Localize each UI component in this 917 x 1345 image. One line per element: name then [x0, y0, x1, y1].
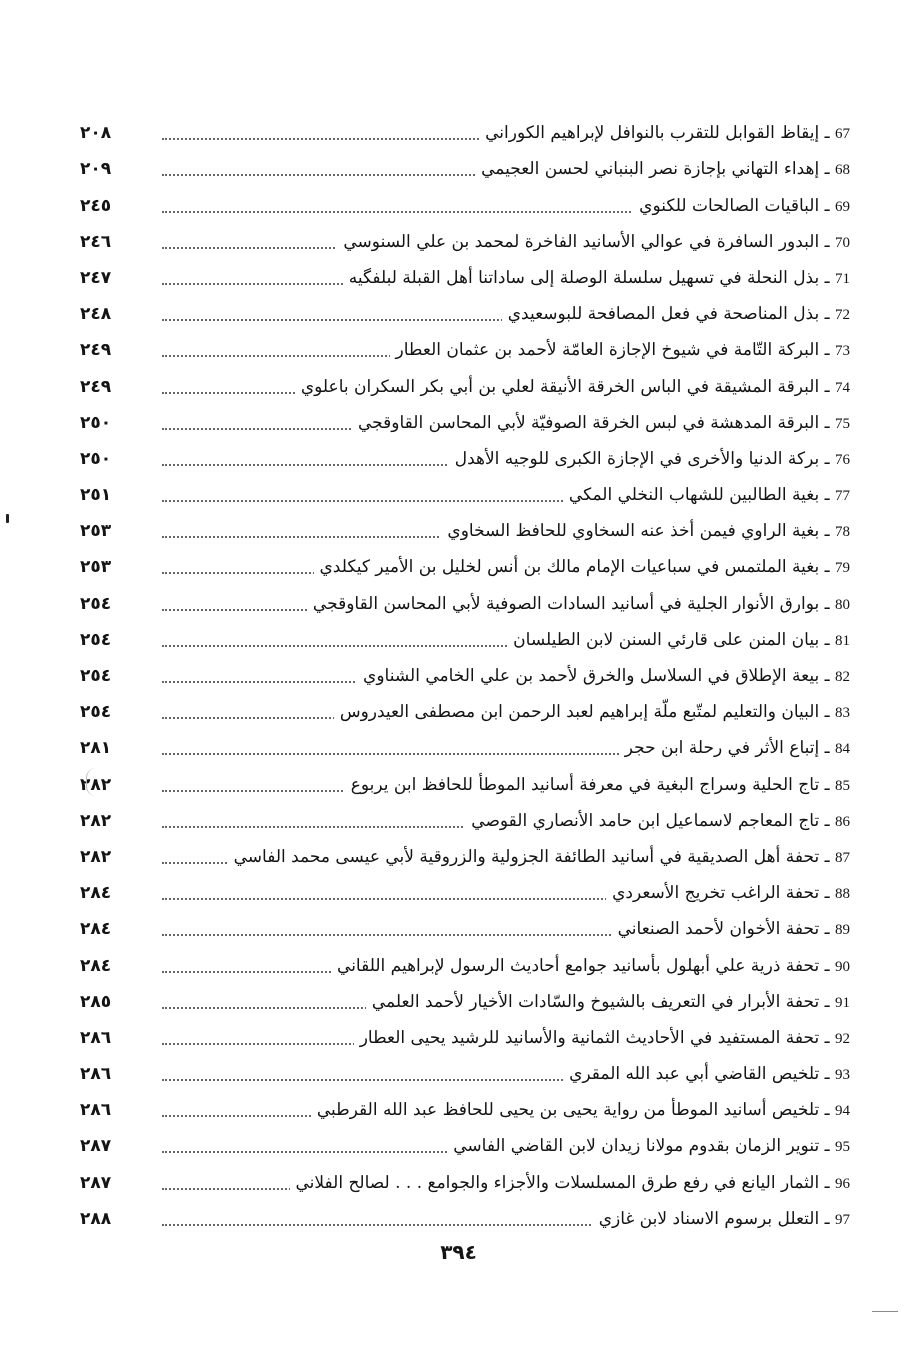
toc-entry-page-number: ٢٨٤ — [80, 955, 112, 976]
toc-entry — [80, 689, 850, 725]
toc-entry-title: ـ تحفة أهل الصديقية في أسانيد الطائفة الجزولية والزروقية لأبي عيسى محمد الفاسي — [233, 846, 830, 867]
toc-entry-page-number: ٢٥٣ — [80, 557, 112, 578]
toc-entry-page-number: ٢٥٤ — [80, 629, 112, 650]
toc-entry-title-group — [311, 1100, 850, 1120]
toc-entry-number: 67 — [835, 126, 850, 143]
toc-entry-number: 78 — [835, 524, 850, 541]
toc-entry — [80, 834, 850, 870]
toc-entry-page-number: ٢٨٦ — [80, 1064, 112, 1085]
toc-entry-page-number: ٢٨٢ — [80, 846, 112, 867]
toc-entry — [80, 870, 850, 906]
toc-entry-title: ـ تحفة ذرية علي أبهلول بأسانيد جوامع أحاديث الرسول لإبراهيم اللقاني — [337, 955, 830, 976]
toc-entry-page-number: ٢٨٢ — [80, 774, 112, 795]
toc-entry-title: ـ تحفة الراغب تخريج الأسعردي — [612, 883, 830, 904]
toc-entry — [80, 798, 850, 834]
toc-entry-page-number: ٢٤٩ — [80, 376, 112, 397]
toc-entry-title: ـ بغية الراوي فيمن أخذ عنه السخاوي للحافظ السخاوي — [447, 521, 830, 542]
toc-entry-title-group — [449, 449, 850, 469]
toc-entry — [80, 327, 850, 363]
toc-entry-title-group — [465, 811, 850, 831]
toc-entry-title: ـ بيان المنن على قارئي السنن لابن الطيلسان — [513, 629, 830, 650]
toc-entry — [80, 146, 850, 182]
toc-entry-title-group — [345, 775, 850, 795]
toc-entry-page-number: ٢٥٠ — [80, 448, 112, 469]
toc-entry-title: ـ بذل المناصحة في فعل المصافحة للبوسعيدي — [507, 304, 830, 325]
toc-entry — [80, 761, 850, 797]
toc-entry-page-number: ٢٨٤ — [80, 919, 112, 940]
toc-entry-title: ـ بغية الطالبين للشهاب النخلي المكي — [568, 485, 830, 506]
toc-entry-number: 90 — [835, 958, 850, 975]
toc-entry-title-group — [228, 847, 850, 867]
toc-entry — [80, 906, 850, 942]
toc-entry-title-group — [563, 1064, 850, 1084]
toc-entry-title-group — [357, 666, 850, 686]
toc-entry-title: ـ البرقة المشيقة في الباس الخرقة الأنيقة لعلي بن أبي بكر السكران باعلوي — [300, 376, 830, 397]
toc-entry-number: 73 — [835, 343, 850, 360]
toc-entry-title: ـ بوارق الأنوار الجلية في أسانيد السادات الصوفية لأبي المحاسن القاوقجي — [312, 593, 830, 614]
toc-entry-page-number: ٢٨٧ — [80, 1172, 112, 1193]
toc-entry-title-group — [475, 159, 850, 179]
toc-entry-title-group — [334, 702, 850, 722]
toc-entry-title-group — [354, 1028, 850, 1048]
toc-entry-title: ـ تحفة الأبرار في التعريف بالشيوخ والسّادات الأخيار لأحمد العلمي — [371, 991, 830, 1012]
toc-entry-number: 97 — [835, 1211, 850, 1228]
toc-entry-number: 81 — [835, 632, 850, 649]
toc-entry-title: ـ بيعة الإطلاق في السلاسل والخرق لأحمد بن علي الخامي الشناوي — [363, 666, 830, 686]
toc-entry-number: 79 — [835, 560, 850, 577]
toc-entry-page-number: ٢٨٤ — [80, 883, 112, 904]
toc-entry-title: ـ البدور السافرة في عوالي الأسانيد الفاخرة لمحمد بن علي السنوسي — [343, 231, 830, 252]
toc-entry-page-number: ٢٥٤ — [80, 702, 112, 723]
toc-entry-number: 77 — [835, 488, 850, 505]
toc-entry-number: 84 — [835, 741, 850, 758]
toc-entry-title: ـ تاج الحلية وسراج البغية في معرفة أسانيد الموطأ للحافظ ابن يربوع — [350, 774, 830, 795]
toc-entry — [80, 979, 850, 1015]
toc-entry-page-number: ٢٠٨ — [80, 123, 112, 144]
toc-entry-title-group — [507, 630, 850, 650]
toc-entry-title: ـ البيان والتعليم لمتّبع ملّة إبراهيم لعبد الرحمن ابن مصطفى العيدروس — [339, 702, 830, 723]
toc-entry-number: 70 — [835, 234, 850, 251]
toc-entry-title-group — [606, 883, 850, 903]
toc-entry — [80, 110, 850, 146]
toc-entry-number: 89 — [835, 922, 850, 939]
toc-entry-page-number: ٢٥٠ — [80, 412, 112, 433]
toc-entry-title: ـ بغية الملتمس في سباعيات الإمام مالك بن أنس لخليل بن الأمير كيكلدي — [319, 557, 830, 578]
toc-entry-title-group — [502, 304, 850, 324]
toc-entry-title-group — [331, 956, 850, 976]
toc-entry-number: 82 — [835, 669, 850, 685]
toc-entry-number: 80 — [835, 596, 850, 613]
toc-entry-number: 83 — [835, 705, 850, 722]
toc-entry — [80, 617, 850, 653]
toc-entry-title: ـ تلخيص القاضي أبي عبد الله المقري — [569, 1064, 830, 1085]
toc-entry — [80, 1087, 850, 1123]
toc-entry-title-group — [343, 268, 850, 288]
toc-entry-number: 86 — [835, 813, 850, 830]
toc-entry — [80, 1196, 850, 1232]
toc-entry-number: 93 — [835, 1067, 850, 1084]
toc-entry — [80, 1123, 850, 1159]
toc-entry — [80, 1159, 850, 1195]
toc-entry-title-group — [314, 557, 851, 577]
toc-entry — [80, 508, 850, 544]
toc-entry — [80, 544, 850, 580]
toc-entry — [80, 580, 850, 616]
toc-entry-title: ـ تلخيص أسانيد الموطأ من رواية يحيى بن يحيى للحافظ عبد الله القرطبي — [316, 1100, 830, 1121]
toc-entry-title: ـ بذل النحلة في تسهيل سلسلة الوصلة إلى ساداتنا أهل القبلة لبلفگيه — [348, 267, 830, 288]
corner-dash-mark — [872, 1311, 898, 1312]
toc-entry-page-number: ٢٨٨ — [80, 1208, 112, 1229]
toc-entry-title: ـ تنوير الزمان بقدوم مولانا زيدان لابن القاضي الفاسي — [453, 1136, 830, 1157]
toc-entry — [80, 653, 850, 689]
toc-entry-page-number: ٢٤٧ — [80, 267, 112, 288]
toc-entry-title: ـ تاج المعاجم لاسماعيل ابن حامد الأنصاري القوصي — [471, 810, 830, 831]
toc-entry — [80, 436, 850, 472]
toc-entry — [80, 255, 850, 291]
toc-entry — [80, 942, 850, 978]
toc-entry — [80, 400, 850, 436]
toc-entry-title-group — [307, 594, 850, 614]
toc-entry-title: ـ بركة الدنيا والأخرى في الإجازة الكبرى للوجيه الأهدل — [454, 448, 830, 469]
toc-entry-title-group — [447, 1136, 850, 1156]
toc-entry-page-number: ٢٤٩ — [80, 340, 112, 361]
toc-entry-page-number: ٢٨٥ — [80, 991, 112, 1012]
toc-entry-page-number: ٢٥٤ — [80, 666, 112, 686]
toc-entry-number: 74 — [835, 379, 850, 396]
toc-entry-title: ـ التعلل برسوم الاسناد لابن غازي — [598, 1208, 830, 1229]
toc-entry-page-number: ٢٨١ — [80, 738, 112, 759]
toc-entry-number: 87 — [835, 849, 850, 866]
toc-entry-title: ـ الباقيات الصالحات للكنوي — [639, 195, 830, 216]
toc-entry-title: ـ إتباع الأثر في رحلة ابن حجر — [624, 738, 830, 759]
toc-entry — [80, 1015, 850, 1051]
toc-entry-title-group — [337, 232, 850, 252]
toc-entry-page-number: ٢٠٩ — [80, 159, 112, 180]
toc-entry-title-group — [366, 992, 850, 1012]
toc-entry-number: 71 — [835, 270, 850, 287]
toc-entry-page-number: ٢٨٧ — [80, 1136, 112, 1157]
toc-entry-number: 85 — [835, 777, 850, 794]
toc-entry — [80, 472, 850, 508]
toc-entry-page-number: ٢٤٥ — [80, 195, 112, 216]
toc-entry-title: ـ تحفة الأخوان لأحمد الصنعاني — [617, 919, 830, 940]
toc-entry-title-group — [390, 340, 850, 360]
toc-entry — [80, 182, 850, 218]
table-of-contents — [80, 110, 850, 1232]
toc-entry — [80, 291, 850, 327]
toc-entry-title: ـ تحفة المستفيد في الأحاديث الثمانية والأسانيد للرشيد يحيى العطار — [359, 1027, 830, 1048]
toc-entry-page-number: ٢٤٦ — [80, 231, 112, 252]
toc-entry-title: ـ إيقاظ القوابل للتقرب بالنوافل لإبراهيم الكوراني — [485, 123, 830, 144]
toc-entry-title: ـ الثمار اليانع في رفع طرق المسلسلات والأجزاء والجوامع . . . لصالح الفلاني — [295, 1172, 830, 1193]
toc-entry-title-group — [612, 919, 850, 939]
toc-entry-title-group — [295, 377, 850, 397]
margin-bracket-mark — [86, 768, 97, 796]
toc-entry-title: ـ إهداء التهاني بإجازة نصر البنباني لحسن العجيمي — [481, 159, 830, 180]
toc-entry-page-number: ٢٤٨ — [80, 304, 112, 325]
margin-mark — [6, 514, 9, 523]
toc-entry — [80, 725, 850, 761]
toc-entry-number: 88 — [835, 886, 850, 903]
toc-entry-number: 69 — [835, 198, 850, 215]
toc-entry-title: ـ البرقة المدهشة في لبس الخرقة الصوفيّة لأبي المحاسن القاوقجي — [358, 412, 830, 433]
toc-entry-title-group — [352, 413, 850, 433]
toc-entry-page-number: ٢٨٦ — [80, 1027, 112, 1048]
toc-entry-title-group — [619, 738, 850, 758]
toc-entry-title-group — [441, 521, 850, 541]
toc-entry-number: 95 — [835, 1139, 850, 1156]
toc-entry-title-group — [593, 1209, 850, 1229]
toc-entry-page-number: ٢٥١ — [80, 485, 112, 506]
toc-entry-number: 68 — [835, 162, 850, 179]
toc-entry-page-number: ٢٥٣ — [80, 521, 112, 542]
toc-entry-title-group — [633, 196, 850, 216]
page-number: ٣٩٤ — [440, 1240, 477, 1264]
toc-entry-page-number: ٢٨٦ — [80, 1100, 112, 1121]
toc-entry-title: ـ البركة التّامة في شيوخ الإجازة العامّة لأحمد بن عثمان العطار — [395, 340, 830, 361]
toc-entry-number: 94 — [835, 1103, 850, 1120]
toc-entry — [80, 363, 850, 399]
toc-entry-number: 96 — [835, 1175, 850, 1192]
toc-entry-title-group — [290, 1173, 851, 1193]
toc-entry-number: 76 — [835, 451, 850, 468]
toc-entry — [80, 1051, 850, 1087]
toc-entry-number: 72 — [835, 307, 850, 324]
toc-entry-number: 91 — [835, 994, 850, 1011]
toc-entry-number: 75 — [835, 415, 850, 432]
toc-entry-page-number: ٢٨٢ — [80, 810, 112, 831]
toc-entry-number: 92 — [835, 1030, 850, 1047]
toc-entry-title-group — [563, 485, 850, 505]
toc-entry-page-number: ٢٥٤ — [80, 593, 112, 614]
toc-entry-title-group — [479, 123, 850, 143]
toc-entry — [80, 219, 850, 255]
